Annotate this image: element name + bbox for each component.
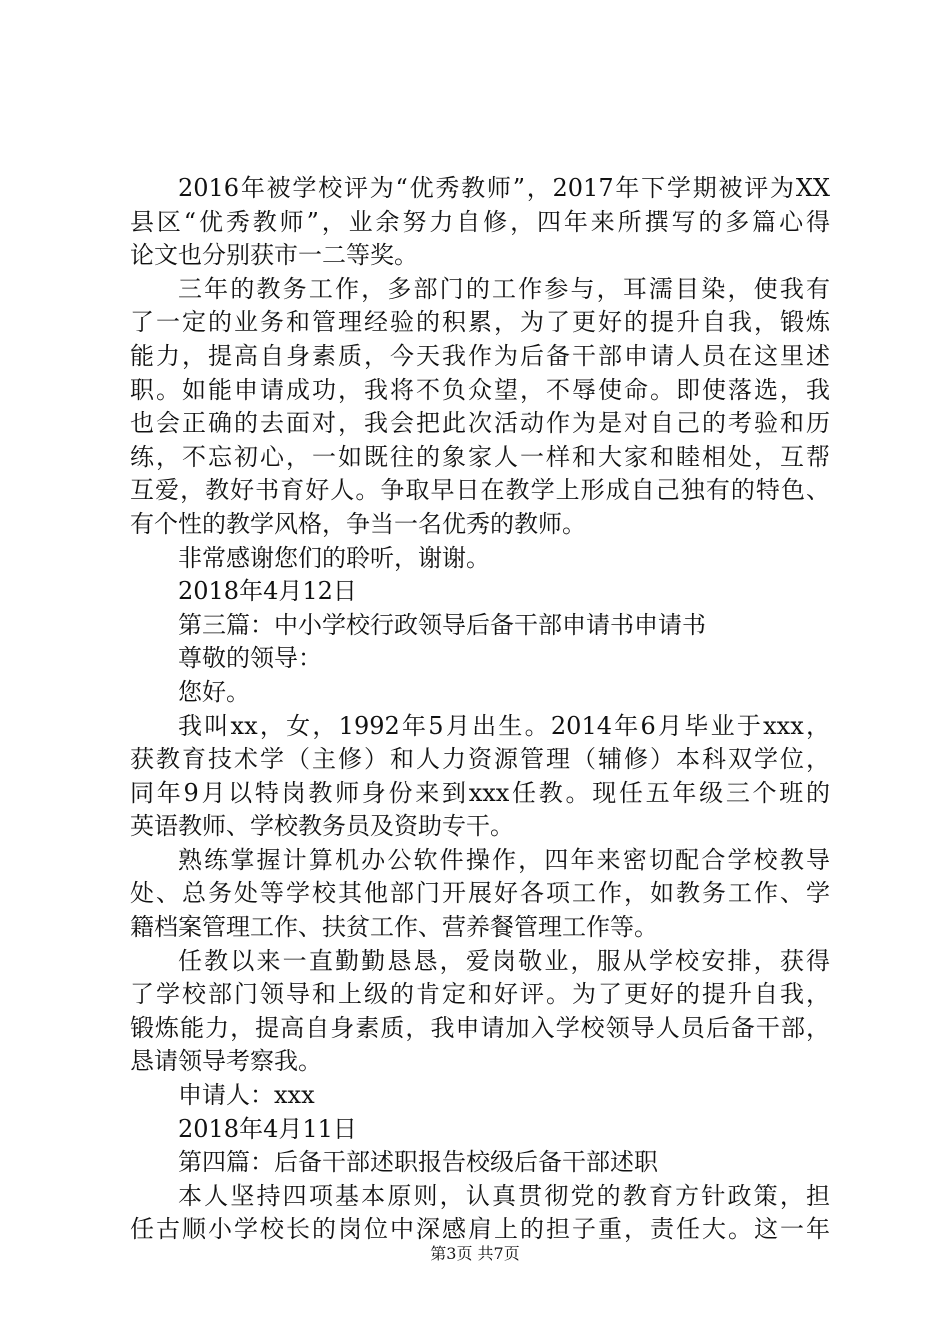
- date-line: 2018年4月12日: [178, 577, 357, 606]
- text-line: 任古顺小学校长的岗位中深感肩上的担子重，责任大。这一年: [130, 1215, 830, 1244]
- text-line: 了一定的业务和管理经验的积累，为了更好的提升自我，锻炼: [130, 308, 830, 337]
- text-line: 同年9月以特岗教师身份来到xxx任教。现任五年级三个班的: [130, 778, 830, 807]
- text-line: 县区“优秀教师”，业余努力自修，四年来所撰写的多篇心得: [130, 207, 830, 236]
- section-heading: 第三篇：中小学校行政领导后备干部申请书申请书: [178, 610, 706, 639]
- text-line: 本人坚持四项基本原则，认真贯彻党的教育方针政策，担: [178, 1181, 830, 1210]
- text-line: 了学校部门领导和上级的肯定和好评。为了更好的提升自我，: [130, 980, 830, 1009]
- applicant-line: 申请人：xxx: [178, 1081, 315, 1110]
- text-line: 能力，提高自身素质，今天我作为后备干部申请人员在这里述: [130, 341, 830, 370]
- section-heading: 第四篇：后备干部述职报告校级后备干部述职: [178, 1148, 658, 1177]
- text-line: 三年的教务工作，多部门的工作参与，耳濡目染，使我有: [178, 274, 830, 303]
- text-line: 有个性的教学风格，争当一名优秀的教师。: [130, 509, 586, 538]
- text-line: 互爱，教好书育好人。争取早日在教学上形成自己独有的特色、: [130, 476, 830, 505]
- salutation: 尊敬的领导：: [178, 644, 322, 673]
- text-line: 锻炼能力，提高自身素质，我申请加入学校领导人员后备干部，: [130, 1013, 830, 1042]
- text-line: 籍档案管理工作、扶贫工作、营养餐管理工作等。: [130, 913, 658, 942]
- document-body: [130, 172, 830, 1247]
- text-line: 也会正确的去面对，我会把此次活动作为是对自己的考验和历: [130, 409, 830, 438]
- text-line: 我叫xx，女，1992年5月出生。2014年6月毕业于xxx，: [178, 711, 830, 740]
- text-line: 练，不忘初心，一如既往的象家人一样和大家和睦相处，互帮: [130, 442, 830, 471]
- text-line: 职。如能申请成功，我将不负众望，不辱使命。即使落选，我: [130, 375, 830, 404]
- text-line: 获教育技术学（主修）和人力资源管理（辅修）本科双学位，: [130, 745, 830, 774]
- page-number: 第3页 共7页: [430, 1244, 520, 1263]
- text-line: 处、总务处等学校其他部门开展好各项工作，如教务工作、学: [130, 879, 830, 908]
- text-line: 论文也分别获市一二等奖。: [130, 241, 418, 270]
- greeting: 您好。: [178, 677, 250, 706]
- text-line: 非常感谢您们的聆听，谢谢。: [178, 543, 490, 572]
- date-line: 2018年4月11日: [178, 1114, 357, 1143]
- text-line: 英语教师、学校教务员及资助专干。: [130, 812, 514, 841]
- text-line: 任教以来一直勤勤恳恳，爱岗敬业，服从学校安排，获得: [178, 946, 830, 975]
- text-line: 2016年被学校评为“优秀教师”，2017年下学期被评为XX: [178, 174, 830, 202]
- text-line: 恳请领导考察我。: [130, 1047, 322, 1076]
- text-line: 熟练掌握计算机办公软件操作，四年来密切配合学校教导: [178, 845, 830, 874]
